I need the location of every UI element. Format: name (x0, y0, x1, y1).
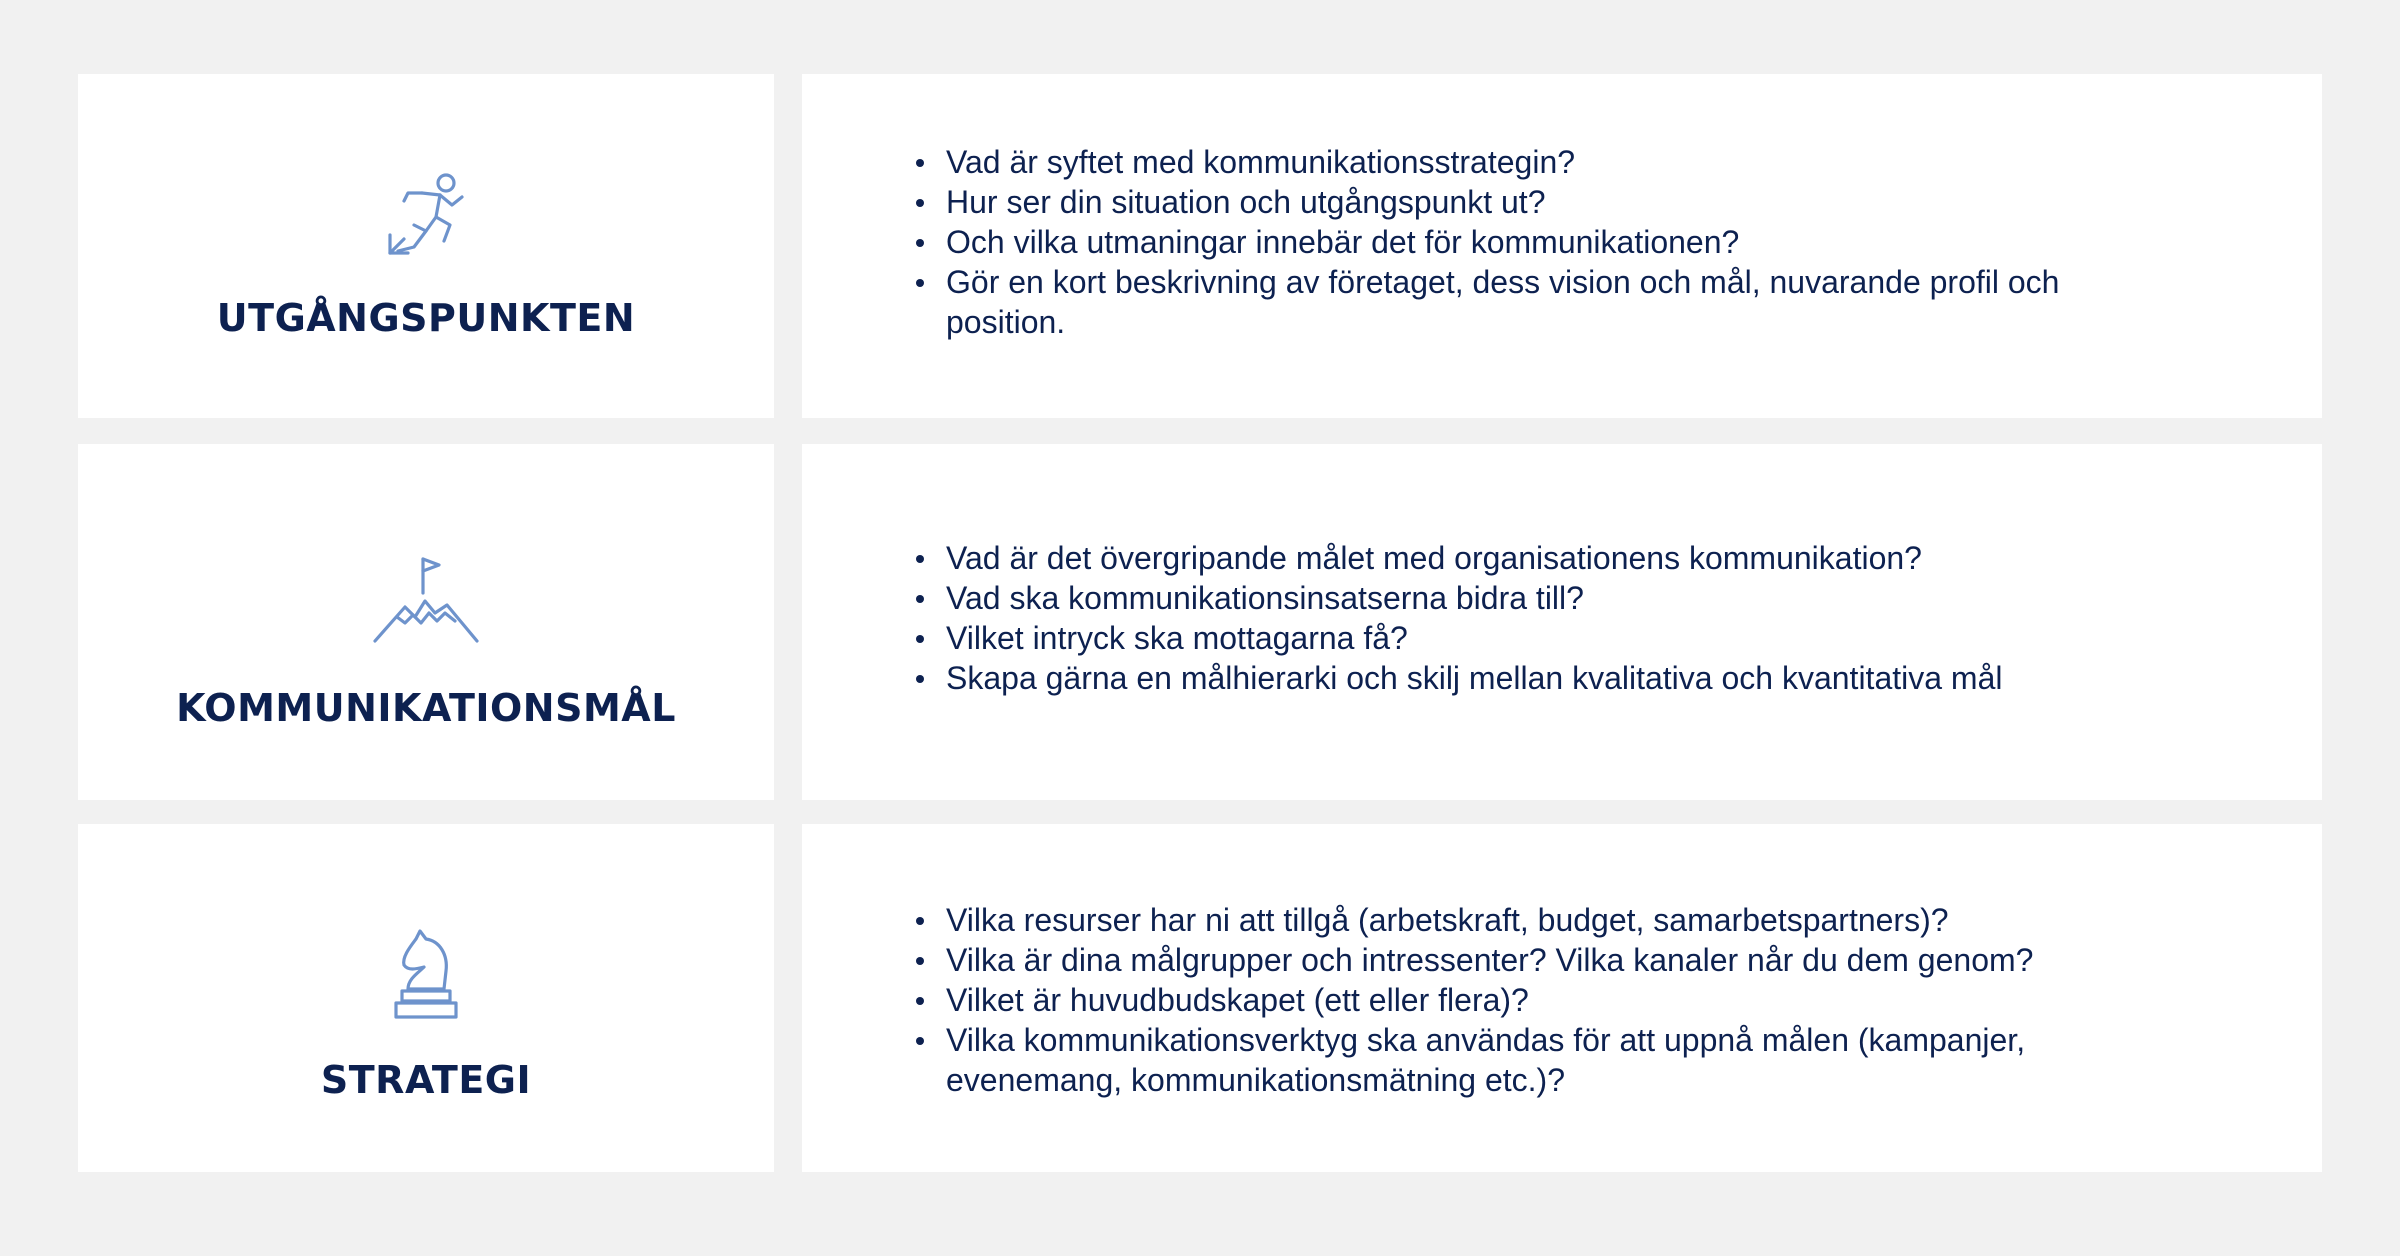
bullet-item: Vilka kommunikationsverktyg ska användas för att uppnå målen (kampanjer, evenemang, kommunikationsmätning etc.)? (910, 1020, 2162, 1100)
section-content-card (802, 824, 2322, 1172)
section-title: STRATEGI (320, 1058, 532, 1102)
bullet-item: Vilket är huvudbudskapet (ett eller flera)? (910, 980, 2162, 1020)
bullet-item: Vilket intryck ska mottagarna få? (910, 618, 2162, 658)
bullet-item: Skapa gärna en målhierarki och skilj mellan kvalitativa och kvantitativa mål (910, 658, 2162, 698)
bullet-item: Vad ska kommunikationsinsatserna bidra till? (910, 578, 2162, 618)
bullet-list (910, 538, 2162, 698)
section-title-card (78, 444, 774, 800)
section-content-card (802, 444, 2322, 800)
bullet-list (910, 900, 2162, 1100)
running-person-icon (371, 162, 481, 272)
section-title: KOMMUNIKATIONSMÅL (176, 686, 676, 730)
bullet-list (910, 142, 2162, 342)
bullet-item: Hur ser din situation och utgångspunkt ut? (910, 182, 2162, 222)
bullet-item: Vilka resurser har ni att tillgå (arbetskraft, budget, samarbetspartners)? (910, 900, 2162, 940)
section-content-card (802, 74, 2322, 418)
bullet-item: Vilka är dina målgrupper och intressenter? Vilka kanaler når du dem genom? (910, 940, 2162, 980)
bullet-item: Gör en kort beskrivning av företaget, dess vision och mål, nuvarande profil och position. (910, 262, 2162, 342)
section-title-card (78, 74, 774, 418)
bullet-item: Vad är det övergripande målet med organisationens kommunikation? (910, 538, 2162, 578)
section-title: UTGÅNGSPUNKTEN (216, 296, 636, 340)
mountain-flag-icon (371, 548, 481, 658)
bullet-item: Vad är syftet med kommunikationsstrategin? (910, 142, 2162, 182)
section-title-card (78, 824, 774, 1172)
chess-knight-icon (371, 920, 481, 1030)
bullet-item: Och vilka utmaningar innebär det för kommunikationen? (910, 222, 2162, 262)
